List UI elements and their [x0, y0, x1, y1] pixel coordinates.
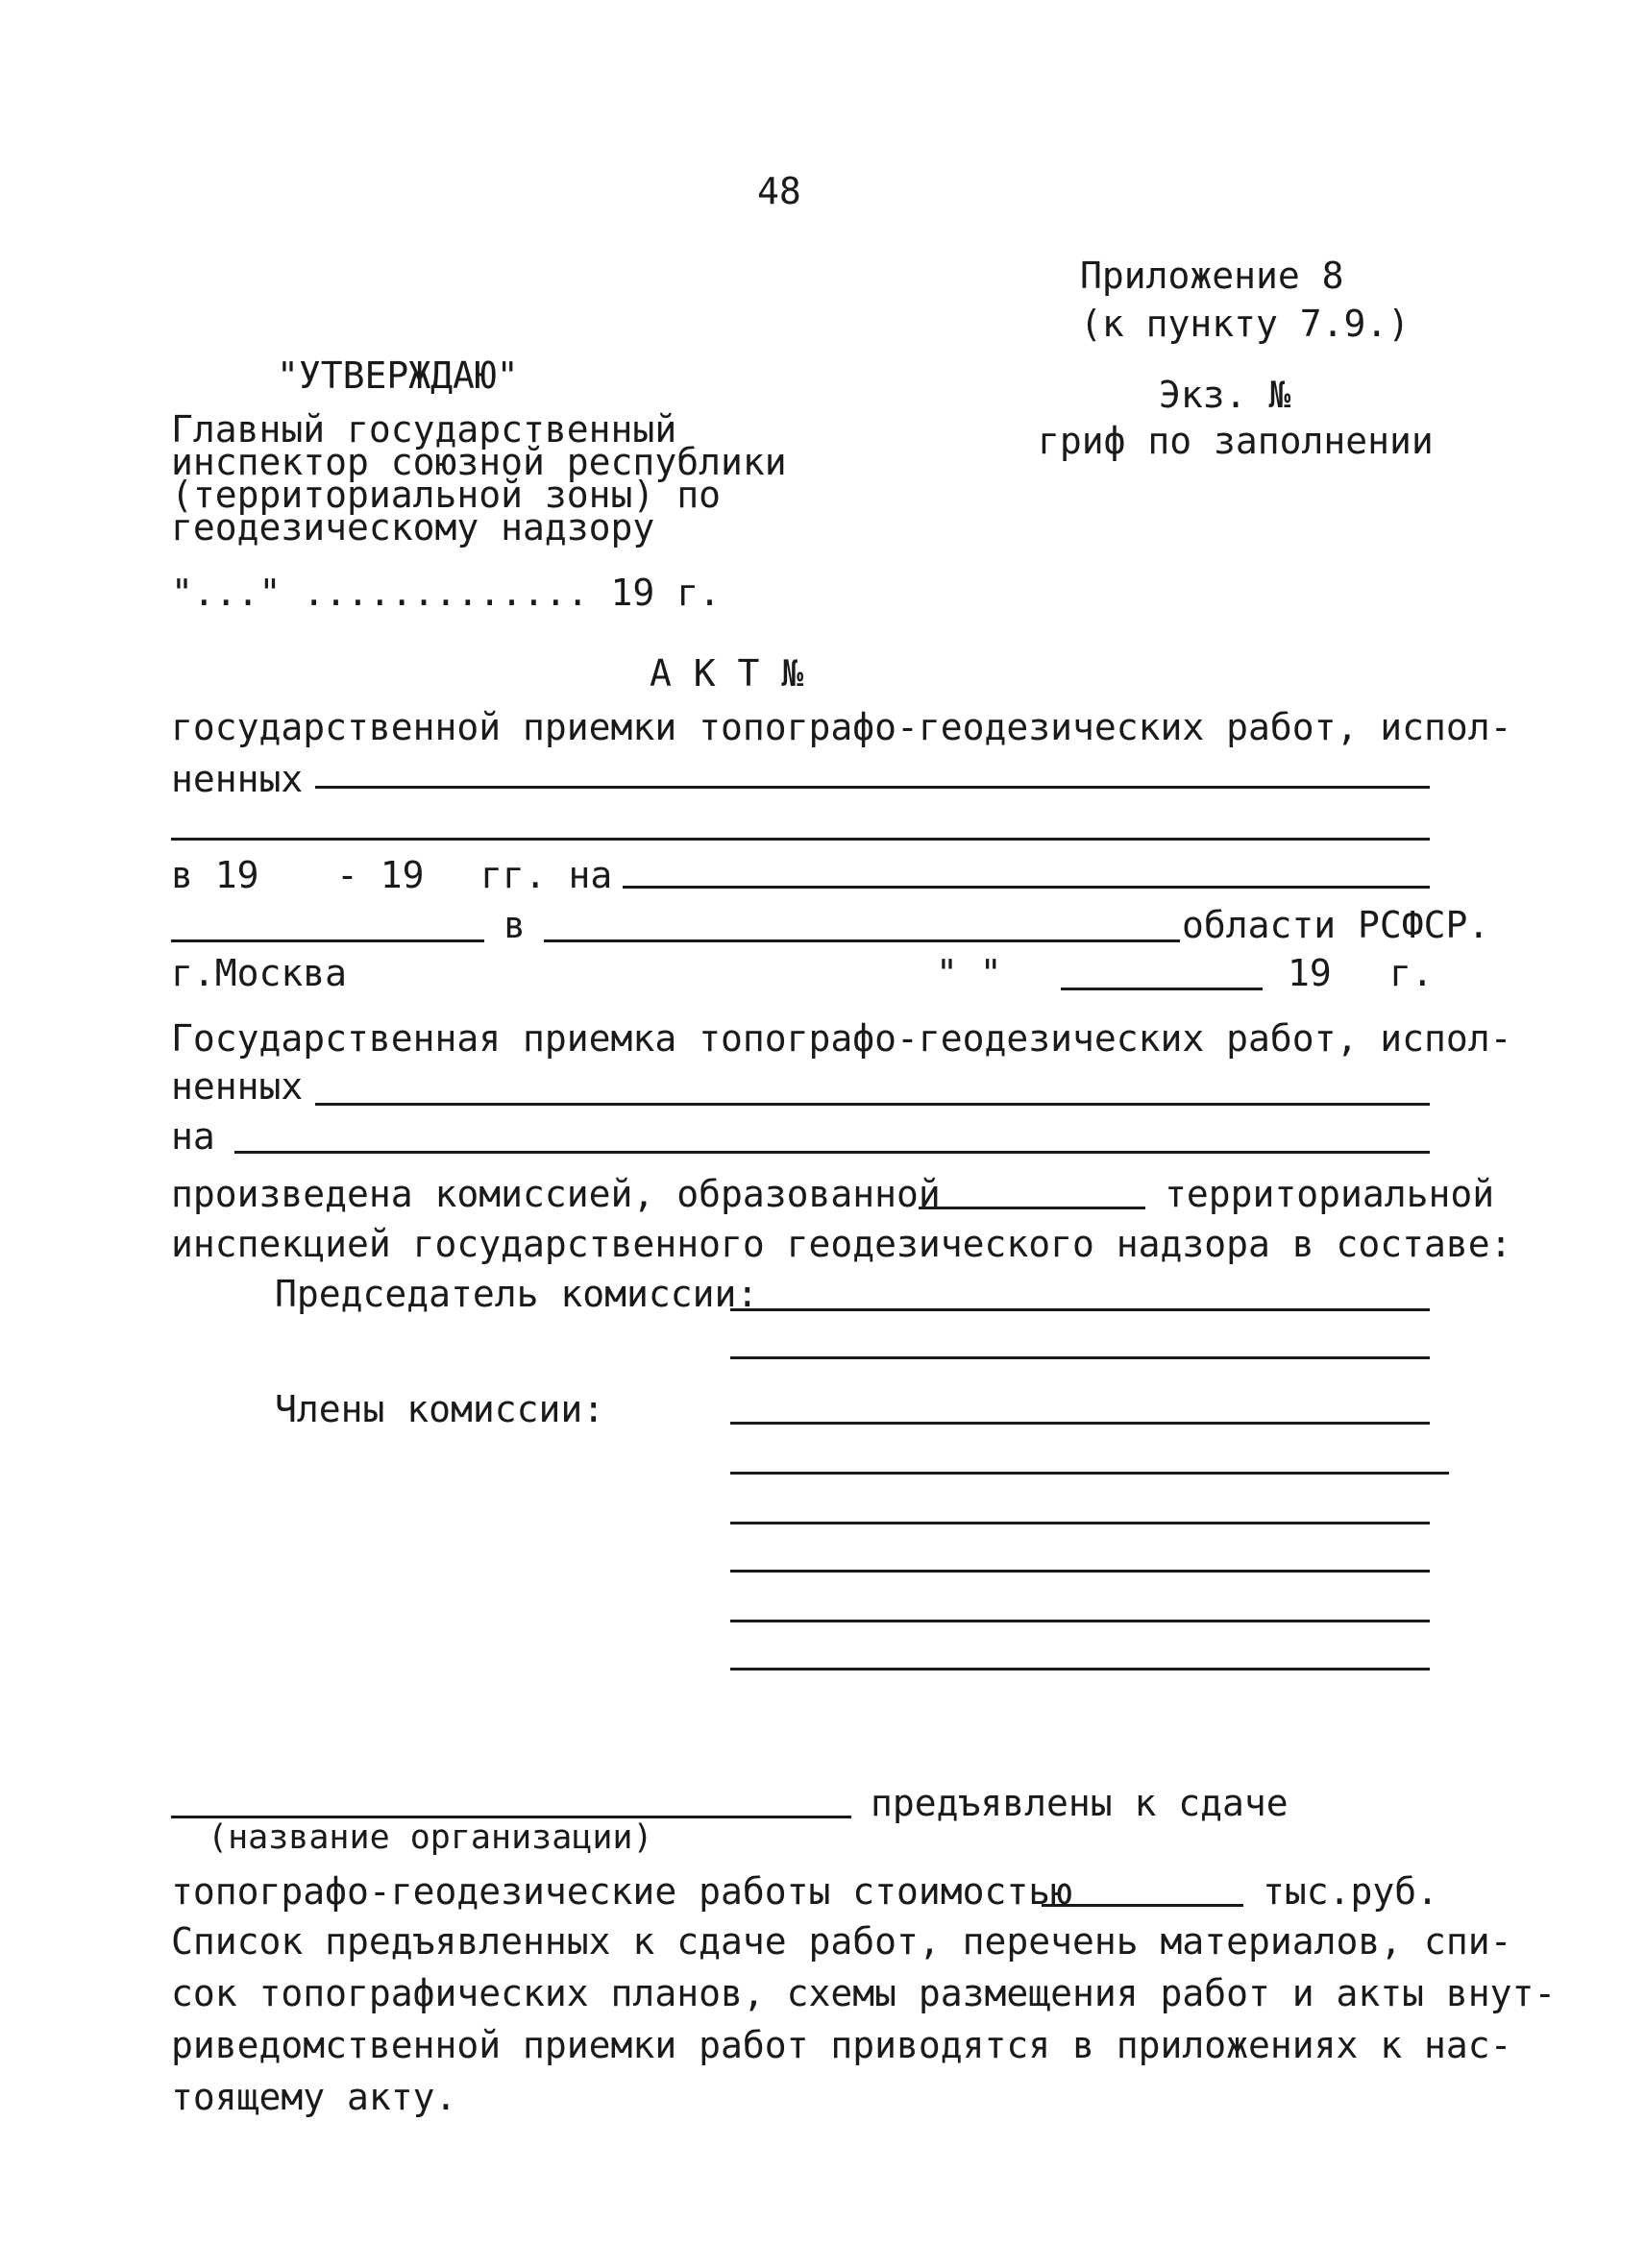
- approval-line-4: геодезическому надзору: [171, 506, 655, 549]
- date-month-fill-line: [1061, 988, 1263, 990]
- approval-heading: "УТВЕРЖДАЮ": [277, 354, 519, 397]
- chairman-fill-line-2: [730, 1356, 1430, 1359]
- act-title: А К Т №: [650, 652, 804, 695]
- act-subject-line-2: ненных: [171, 758, 304, 800]
- member-fill-line-4: [730, 1570, 1430, 1573]
- cost-fill-line: [1042, 1904, 1243, 1907]
- member-fill-line-6: [730, 1668, 1430, 1671]
- formed-by-label: произведена комиссией, образованной: [171, 1173, 941, 1215]
- cost-unit: тыс.руб.: [1263, 1870, 1439, 1913]
- region-fill-line: [544, 939, 1180, 942]
- object-fill-line: [623, 886, 1430, 889]
- executed-on-fill-line: [234, 1151, 1430, 1154]
- organization-caption: (название организации): [208, 1818, 653, 1857]
- approval-line-1: Главный государственный: [171, 408, 677, 451]
- closing-line-1: Список предъявленных к сдаче работ, перечень материалов, спи-: [171, 1920, 1512, 1963]
- executor-fill-line: [315, 786, 1430, 789]
- territorial-label: территориальной: [1165, 1173, 1495, 1215]
- approval-date: "..." ............. 19 г.: [171, 572, 721, 614]
- page-number: 48: [757, 170, 801, 212]
- inspection-line: инспекцией государственного геодезического надзора в составе:: [171, 1223, 1512, 1265]
- classification-stamp: гриф по заполнении: [1038, 420, 1434, 462]
- in-label: в: [503, 904, 526, 946]
- approval-line-2: инспектор союзной республики: [171, 441, 787, 483]
- chairman-fill-line: [730, 1308, 1430, 1311]
- chairman-label: Председатель комиссии:: [275, 1273, 759, 1315]
- member-fill-line-1: [730, 1422, 1430, 1425]
- period-to: - 19: [336, 854, 425, 896]
- closing-line-3: риведомственной приемки работ приводятся в приложениях к нас-: [171, 2024, 1512, 2066]
- members-label: Члены комиссии:: [275, 1388, 605, 1430]
- body-line-3: на: [171, 1115, 215, 1158]
- member-fill-line-5: [730, 1620, 1430, 1622]
- period-years: гг. на: [480, 854, 613, 896]
- cost-label: топографо-геодезические работы стоимостью: [171, 1870, 1072, 1913]
- copy-number: Экз. №: [1159, 374, 1291, 416]
- formed-by-fill-line: [919, 1207, 1145, 1209]
- body-line-2: ненных: [171, 1065, 304, 1108]
- city-label: г.Москва: [171, 952, 348, 994]
- member-fill-line-2: [730, 1472, 1449, 1475]
- closing-line-2: сок топографических планов, схемы размещения работ и акты внут-: [171, 1972, 1557, 2014]
- closing-line-4: тоящему акту.: [171, 2076, 457, 2118]
- region-label: области РСФСР.: [1182, 904, 1490, 946]
- member-fill-line-3: [730, 1522, 1430, 1524]
- executor-fill-line-2: [171, 838, 1430, 841]
- date-year: 19: [1288, 952, 1332, 994]
- executed-by-fill-line: [315, 1103, 1430, 1106]
- period-from: в 19: [171, 854, 259, 896]
- appendix-title: Приложение 8: [1080, 255, 1344, 297]
- appendix-reference: (к пункту 7.9.): [1080, 303, 1411, 345]
- presented-label: предъявлены к сдаче: [871, 1782, 1289, 1824]
- act-subject-line-1: государственной приемки топографо-геодезических работ, испол-: [171, 706, 1512, 748]
- approval-line-3: (территориальной зоны) по: [171, 474, 721, 516]
- date-year-suffix: г.: [1389, 952, 1434, 994]
- district-fill-line: [171, 939, 484, 942]
- date-quotes: " ": [936, 952, 1002, 994]
- body-line-1: Государственная приемка топографо-геодезических работ, испол-: [171, 1017, 1512, 1060]
